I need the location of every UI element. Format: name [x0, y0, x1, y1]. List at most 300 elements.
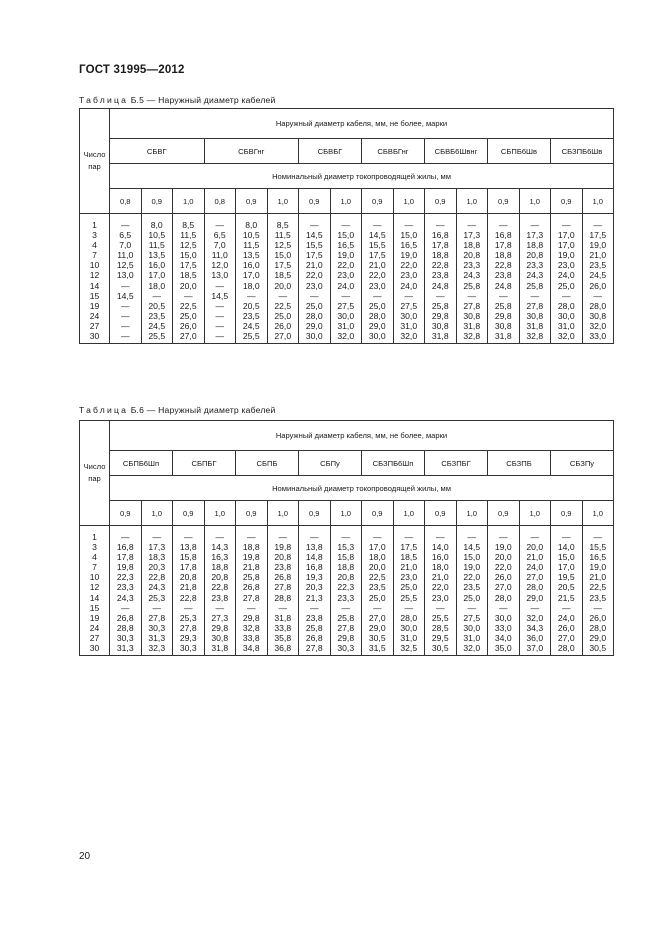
table-value: 32,8	[526, 331, 544, 342]
table-value: 27,0	[494, 582, 512, 593]
diameter-cell: 0,9	[141, 189, 173, 214]
table-value: 32,0	[589, 320, 607, 331]
table-value: 15,0	[400, 230, 418, 241]
table-value: 25,5	[242, 331, 260, 342]
mark-cell: СБЗПБГ	[425, 451, 488, 476]
table-value: 13,5	[148, 250, 166, 261]
table-value: 18,5	[400, 552, 418, 563]
table-value: 32,0	[337, 331, 355, 342]
table-value: 24,0	[400, 280, 418, 291]
table-b5	[79, 108, 614, 344]
table-value: 17,0	[557, 562, 575, 573]
diameter-cell: 1,0	[330, 189, 362, 214]
table-value: 17,0	[368, 542, 386, 553]
table-value: 16,5	[589, 552, 607, 563]
table-value: 25,5	[148, 331, 166, 342]
table-value: 17,8	[431, 240, 449, 251]
table-value: 31,5	[368, 643, 386, 654]
table-value: 8,5	[276, 220, 289, 230]
mark-cell: СБЗПу	[551, 451, 614, 476]
value-column	[582, 214, 614, 344]
table-value: —	[561, 602, 571, 613]
table-value: 36,0	[526, 632, 544, 643]
table-value: —	[593, 602, 603, 613]
table-value: 22,0	[463, 572, 481, 583]
value-column	[236, 526, 268, 656]
diameter-cell: 1,0	[519, 189, 551, 214]
table-value: 11,5	[274, 230, 291, 241]
table-value: 1	[92, 532, 97, 542]
table-value: 23,3	[526, 260, 544, 271]
table-value: 18,8	[211, 562, 229, 573]
table-value: 30,5	[368, 632, 386, 643]
table-value: —	[278, 532, 288, 542]
table-value: —	[309, 532, 319, 542]
table-value: 25,5	[431, 612, 449, 623]
table-value: 17,3	[148, 542, 166, 553]
table-value: 32,8	[242, 622, 260, 633]
value-column	[110, 526, 142, 656]
table-value: 11,5	[148, 240, 165, 251]
diameter-cell: 0,9	[488, 189, 520, 214]
table-value: 14,5	[463, 542, 481, 553]
table-value: 16,5	[400, 240, 418, 251]
table-value: 4	[92, 240, 97, 251]
diameter-cell: 0,9	[362, 501, 394, 526]
table-value: 18,8	[242, 542, 260, 553]
table-caption: Таблица Б.5 — Наружный диаметр кабелей	[79, 95, 276, 105]
table-value: 18,0	[148, 280, 166, 291]
table-value: 18,8	[463, 240, 481, 251]
table-value: —	[404, 220, 414, 230]
table-value: —	[215, 220, 225, 230]
diameter-row	[80, 501, 614, 526]
table-value: —	[561, 290, 571, 301]
table-value: 11,5	[243, 240, 260, 251]
table-value: 26,8	[242, 582, 260, 593]
table-value: 21,3	[305, 592, 323, 603]
table-value: 20,8	[211, 572, 229, 583]
table-value: 28,0	[557, 643, 575, 654]
table-value: 25,8	[526, 280, 544, 291]
data-row	[80, 214, 614, 344]
table-value: 23,8	[211, 592, 229, 603]
diameter-cell: 0,9	[425, 501, 457, 526]
table-value: 11,5	[180, 230, 197, 241]
table-value: 27	[89, 320, 100, 331]
table-value: 24,3	[526, 270, 544, 281]
table-value: 20,8	[337, 572, 355, 583]
table-value: 17,8	[116, 552, 134, 563]
table-value: 15,0	[179, 250, 197, 261]
diameter-cell: 1,0	[267, 501, 299, 526]
pairs-header: Число пар	[80, 421, 110, 526]
table-value: 24	[89, 310, 100, 321]
table-value: 23,0	[557, 260, 575, 271]
value-column	[141, 214, 173, 344]
table-value: 21,0	[305, 260, 323, 271]
table-value: 30,8	[431, 320, 449, 331]
table-value: —	[246, 602, 256, 613]
value-column	[425, 214, 457, 344]
value-column	[204, 526, 236, 656]
table-value: 25,0	[368, 592, 386, 603]
table-value: 20,3	[305, 582, 323, 593]
table-value: 17,5	[400, 542, 418, 553]
value-column	[362, 214, 394, 344]
table-value: 3	[92, 542, 97, 553]
table-value: 14,5	[305, 230, 323, 241]
diameter-cell: 1,0	[582, 189, 614, 214]
mark-cell: СБЗПБ6Шп	[362, 451, 425, 476]
table-value: —	[246, 290, 256, 301]
table-value: 15,3	[337, 542, 355, 553]
table-value: 14,0	[431, 542, 449, 553]
table-value: 25,3	[148, 592, 166, 603]
table-value: 13,8	[305, 542, 323, 553]
table-value: 29,8	[211, 622, 229, 633]
table-value: 28,0	[526, 582, 544, 593]
mark-cell: СБВБ6Швнг	[425, 139, 488, 164]
diameter-cell: 1,0	[173, 189, 205, 214]
table-value: 16,3	[211, 552, 229, 563]
table-value: —	[404, 532, 414, 542]
value-column	[551, 214, 583, 344]
table-value: 16,8	[431, 230, 449, 241]
table-value: 23,8	[431, 270, 449, 281]
diameter-cell: 1,0	[141, 501, 173, 526]
table-value: 25,0	[400, 582, 418, 593]
mark-cell: СБПБ	[236, 451, 299, 476]
value-column	[173, 214, 205, 344]
mark-cell: СБЗПБ	[488, 451, 551, 476]
table-value: 24,0	[557, 612, 575, 623]
table-value: 31,8	[274, 612, 292, 623]
diameter-cell: 0,9	[551, 189, 583, 214]
value-column	[393, 526, 425, 656]
table-value: 22,0	[337, 260, 355, 271]
table-value: 27,0	[274, 331, 292, 342]
table-value: 31,0	[337, 320, 355, 331]
table-value: 11,0	[117, 250, 134, 261]
table-value: 7,0	[119, 240, 132, 251]
table-value: 28,0	[305, 310, 323, 321]
table-value: 23,8	[305, 612, 323, 623]
table-value: —	[530, 220, 540, 230]
table-value: 32,0	[400, 331, 418, 342]
table-value: 24,8	[431, 280, 449, 291]
table-value: 28,8	[274, 592, 292, 603]
table-value: 15	[89, 290, 100, 301]
table-value: —	[183, 290, 193, 301]
diameter-cell: 1,0	[204, 501, 236, 526]
table-value: 18,8	[337, 562, 355, 573]
table-value: 15,0	[337, 230, 355, 241]
table-value: 18,0	[431, 562, 449, 573]
table-value: 18,8	[431, 250, 449, 261]
table-value: 31,8	[494, 331, 512, 342]
table-value: 22,8	[431, 260, 449, 271]
table-value: 31,3	[148, 632, 166, 643]
table-value: 13,5	[242, 250, 260, 261]
table-value: 27,8	[148, 612, 166, 623]
table-value: —	[309, 290, 319, 301]
table-value: 12,5	[116, 260, 134, 271]
table-value: 22,0	[305, 270, 323, 281]
table-value: 19,5	[557, 572, 575, 583]
table-value: 22,5	[589, 582, 607, 593]
table-value: 8,0	[245, 220, 258, 230]
table-value: 23,5	[463, 582, 481, 593]
table-value: 23,8	[494, 270, 512, 281]
table-value: —	[215, 310, 225, 321]
table-value: 25,0	[557, 280, 575, 291]
table-value: 14	[89, 280, 100, 291]
data-row	[80, 526, 614, 656]
table-value: 18,5	[274, 270, 292, 281]
table-value: 6,5	[119, 230, 132, 241]
value-column	[362, 526, 394, 656]
table-value: —	[341, 602, 351, 613]
conductor-diameter-header: Номинальный диаметр токопроводящей жилы, мм	[110, 164, 614, 189]
table-value: 20,0	[526, 542, 544, 553]
diameter-cell: 1,0	[456, 501, 488, 526]
table-value: 20,3	[148, 562, 166, 573]
table-value: 19,0	[400, 250, 418, 261]
table-value: 27,8	[337, 622, 355, 633]
table-value: 21,8	[179, 582, 197, 593]
table-value: 17,3	[526, 230, 544, 241]
table-value: —	[467, 602, 477, 613]
table-value: 14,0	[557, 542, 575, 553]
value-column	[110, 214, 142, 344]
pairs-header: Число пар	[80, 109, 110, 214]
table-value: 22,3	[337, 582, 355, 593]
table-value: 16,5	[337, 240, 355, 251]
table-value: —	[183, 602, 193, 613]
table-value: 28,0	[589, 622, 607, 633]
table-value: 27	[89, 632, 100, 643]
table-value: 29,0	[526, 592, 544, 603]
diameter-cell: 0,9	[425, 189, 457, 214]
table-value: 34,3	[526, 622, 544, 633]
table-value: 35,0	[494, 643, 512, 654]
table-value: 26,8	[274, 572, 292, 583]
table-value: 27,0	[526, 572, 544, 583]
value-column	[204, 214, 236, 344]
table-value: 20,0	[494, 552, 512, 563]
table-value: 19,0	[589, 240, 607, 251]
table-value: 27,8	[305, 643, 323, 654]
table-value: 26,0	[557, 622, 575, 633]
table-value: 21,0	[526, 552, 544, 563]
table-value: 27,8	[179, 622, 197, 633]
table-value: 22,5	[179, 300, 197, 311]
table-value: 18,0	[242, 280, 260, 291]
document-header: ГОСТ 31995—2012	[79, 64, 185, 76]
table-value: 28,0	[400, 612, 418, 623]
table-value: 29,5	[431, 632, 449, 643]
table-value: 24,3	[148, 582, 166, 593]
table-value: 16,0	[148, 260, 166, 271]
table-value: 20,8	[179, 572, 197, 583]
table-value: —	[498, 602, 508, 613]
table-value: 30,8	[463, 310, 481, 321]
table-value: 17,8	[494, 240, 512, 251]
table-value: 21,5	[557, 592, 575, 603]
table-value: 16,0	[242, 260, 260, 271]
table-value: —	[341, 532, 351, 542]
table-value: 24,0	[557, 270, 575, 281]
table-value: 24,3	[116, 592, 134, 603]
diameter-cell: 0,9	[173, 501, 205, 526]
table-value: 16,8	[305, 562, 323, 573]
table-value: 24,3	[463, 270, 481, 281]
table-value: 27,8	[274, 582, 292, 593]
table-value: —	[467, 290, 477, 301]
marks-row	[80, 139, 614, 164]
table-value: 23,5	[148, 310, 166, 321]
table-value: 23,0	[368, 280, 386, 291]
table-value: 18,5	[179, 270, 197, 281]
mark-cell: СБВБГнг	[362, 139, 425, 164]
table-value: 23,0	[431, 592, 449, 603]
table-value: 25,8	[242, 572, 260, 583]
value-column	[488, 214, 520, 344]
table-value: —	[120, 280, 130, 291]
table-value: 32,3	[148, 643, 166, 654]
table-value: 15,8	[179, 552, 197, 563]
table-value: 29,8	[494, 310, 512, 321]
table-value: 20,5	[242, 300, 260, 311]
table-value: 17,5	[179, 260, 197, 271]
table-value: 30,0	[305, 331, 323, 342]
table-value: 14,8	[305, 552, 323, 563]
outer-diameter-header: Наружный диаметр кабеля, мм, не более, марки	[110, 109, 614, 139]
value-column	[425, 526, 457, 656]
table-value: 19,8	[116, 562, 134, 573]
table-value: —	[341, 220, 351, 230]
table-value: 20,5	[557, 582, 575, 593]
table-value: —	[530, 290, 540, 301]
table-value: 28,0	[557, 300, 575, 311]
table-value: 33,8	[274, 622, 292, 633]
table-value: 16,8	[494, 230, 512, 241]
table-value: —	[120, 300, 130, 311]
value-column	[519, 526, 551, 656]
table-value: 30,3	[337, 643, 355, 654]
table-value: —	[530, 532, 540, 542]
diameter-cell: 0,9	[299, 501, 331, 526]
table-value: 6,5	[213, 230, 226, 241]
table-value: 10,5	[242, 230, 260, 241]
table-value: 27,0	[557, 632, 575, 643]
table-value: 33,8	[242, 632, 260, 643]
table-value: —	[435, 220, 445, 230]
table-value: 20,0	[274, 280, 292, 291]
table-value: 7	[92, 250, 97, 261]
table-value: 22,0	[368, 270, 386, 281]
table-value: —	[404, 602, 414, 613]
mark-cell: СБВГнг	[204, 139, 299, 164]
table-value: 30	[89, 643, 100, 654]
table-value: —	[593, 220, 603, 230]
table-value: —	[341, 290, 351, 301]
table-value: 26,0	[589, 280, 607, 291]
table-value: 24,5	[242, 320, 260, 331]
table-value: 26,0	[179, 320, 197, 331]
value-column	[488, 526, 520, 656]
table-value: 10	[89, 572, 100, 583]
table-value: 17,8	[179, 562, 197, 573]
table-value: 15,5	[589, 542, 607, 553]
table-value: 18,8	[494, 250, 512, 261]
table-value: —	[467, 220, 477, 230]
diameter-cell: 0,8	[110, 189, 142, 214]
table-value: 20,8	[274, 552, 292, 563]
table-value: 12,5	[274, 240, 292, 251]
table-caption: Таблица Б.6 — Наружный диаметр кабелей	[79, 405, 276, 415]
table-value: —	[215, 331, 225, 342]
table-value: 20,5	[148, 300, 166, 311]
table-value: 18,8	[526, 240, 544, 251]
table-value: 30,0	[463, 622, 481, 633]
table-value: 33,0	[494, 622, 512, 633]
table-value: —	[435, 532, 445, 542]
diameter-cell: 1,0	[330, 501, 362, 526]
table-value: 27,0	[179, 331, 197, 342]
table-value: 17,5	[274, 260, 292, 271]
table-value: 31,0	[400, 632, 418, 643]
table-value: 22,0	[400, 260, 418, 271]
mark-cell: СБПу	[299, 451, 362, 476]
diameter-cell: 1,0	[267, 189, 299, 214]
table-value: —	[215, 602, 225, 613]
diameter-cell: 1,0	[393, 189, 425, 214]
table-value: 1	[92, 220, 97, 230]
table-value: 17,0	[242, 270, 260, 281]
table-value: 22,8	[494, 260, 512, 271]
table-value: 10	[89, 260, 100, 271]
table-value: —	[593, 532, 603, 542]
table-value: 18,0	[368, 552, 386, 563]
table-value: 15,5	[305, 240, 323, 251]
value-column	[456, 214, 488, 344]
table-value: —	[593, 290, 603, 301]
diameter-cell: 0,9	[236, 501, 268, 526]
table-value: 23,0	[400, 270, 418, 281]
table-value: 36,8	[274, 643, 292, 654]
diameter-row	[80, 189, 614, 214]
table-value: 27,5	[337, 300, 355, 311]
table-value: 14	[89, 592, 100, 603]
pairs-column	[80, 214, 110, 344]
table-value: 17,0	[148, 270, 166, 281]
value-column	[456, 526, 488, 656]
table-value: 30,8	[526, 310, 544, 321]
table-value: 13,0	[211, 270, 229, 281]
table-value: 12	[89, 582, 100, 593]
table-value: 10,5	[148, 230, 166, 241]
table-value: 19,0	[494, 542, 512, 553]
table-value: 19	[89, 612, 100, 623]
table-value: 31,0	[557, 320, 575, 331]
table-value: 29,8	[431, 310, 449, 321]
table-value: 23,0	[305, 280, 323, 291]
table-value: 30,0	[337, 310, 355, 321]
table-value: 29,0	[589, 632, 607, 643]
table-b6	[79, 420, 614, 656]
